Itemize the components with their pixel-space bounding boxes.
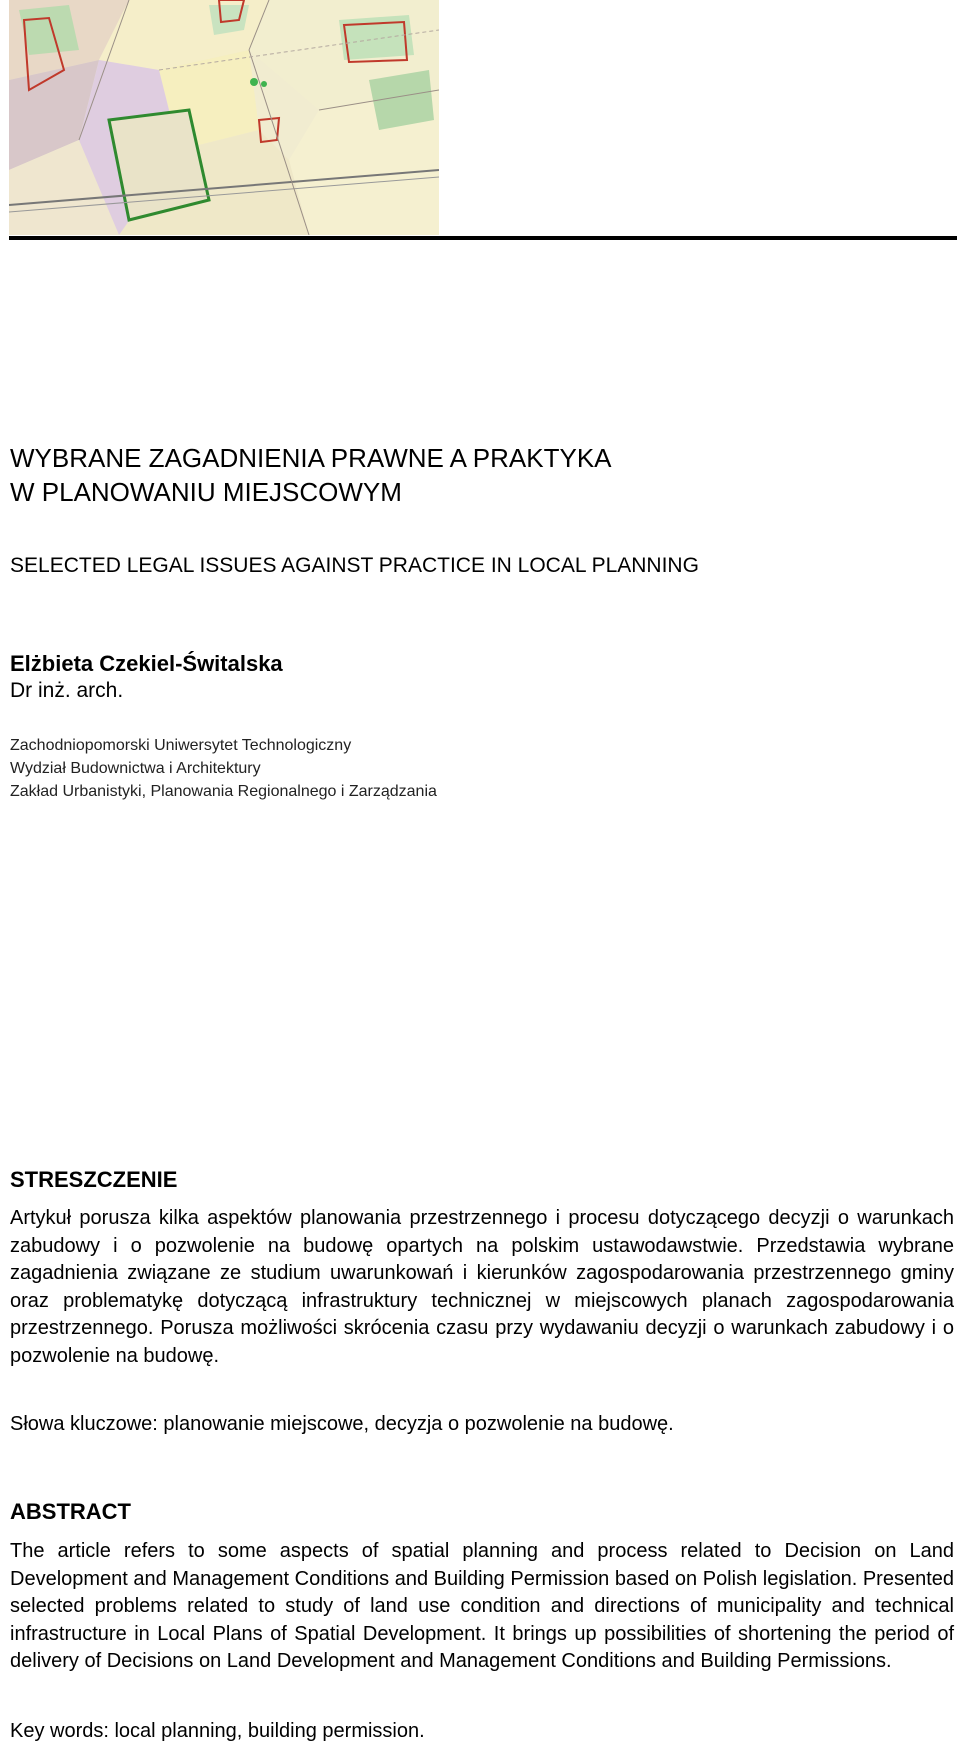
abstract-heading: ABSTRACT — [10, 1499, 131, 1524]
affiliation-university: Zachodniopomorski Uniwersytet Technologiczny — [10, 737, 352, 754]
streszczenie-body: Artykuł porusza kilka aspektów planowania przestrzennego i procesu dotyczącego decyzji o warunkach zabudowy i o pozwolenie na budowę opartych na polskim ustawodawstwie. Przedstawia wybrane zagadnienia związane ze studium uwarunkowań i kierunków zagospodarowania przestrzennego gminy oraz problematykę dotyczącą infrastruktury technicznej w miejscowych planach zagospodarowania przestrzennego. Porusza możliwości skrócenia czasu przy wydawaniu decyzji o warunkach zabudowy i o pozwolenie na budowę. — [10, 1207, 954, 1367]
keywords-en: Key words: local planning, building permission. — [10, 1720, 425, 1742]
affiliation-faculty: Wydział Budownictwa i Architektury — [10, 760, 261, 777]
streszczenie-heading: STRESZCZENIE — [10, 1167, 178, 1192]
header-map-image — [9, 0, 439, 235]
author-name: Elżbieta Czekiel-Świtalska — [10, 651, 283, 676]
author-degree: Dr inż. arch. — [10, 679, 124, 702]
abstract-body: The article refers to some aspects of spatial planning and process related to Decision on Land Development and Management Conditions and Building Permission based on Polish legislation. Presented selected problems related to study of land use condition and directions of municipality and technical infrastructure in Local Plans of Spatial Development. It brings up possibilities of shortening the period of delivery of Decisions on Land Development and Management Conditions and Building Permissions. — [10, 1540, 954, 1672]
affiliation-department: Zakład Urbanistyki, Planowania Regionalnego i Zarządzania — [10, 783, 437, 800]
header-divider — [9, 236, 957, 240]
paper-title-pl-line2: W PLANOWANIU MIEJSCOWYM — [10, 477, 402, 507]
author-affiliation — [10, 734, 954, 803]
paper-title-pl — [10, 441, 954, 509]
paper-title-en: SELECTED LEGAL ISSUES AGAINST PRACTICE IN LOCAL PLANNING — [10, 554, 699, 577]
paper-title-pl-line1: WYBRANE ZAGADNIENIA PRAWNE A PRAKTYKA — [10, 443, 612, 473]
keywords-pl: Słowa kluczowe: planowanie miejscowe, decyzja o pozwolenie na budowę. — [10, 1413, 674, 1435]
